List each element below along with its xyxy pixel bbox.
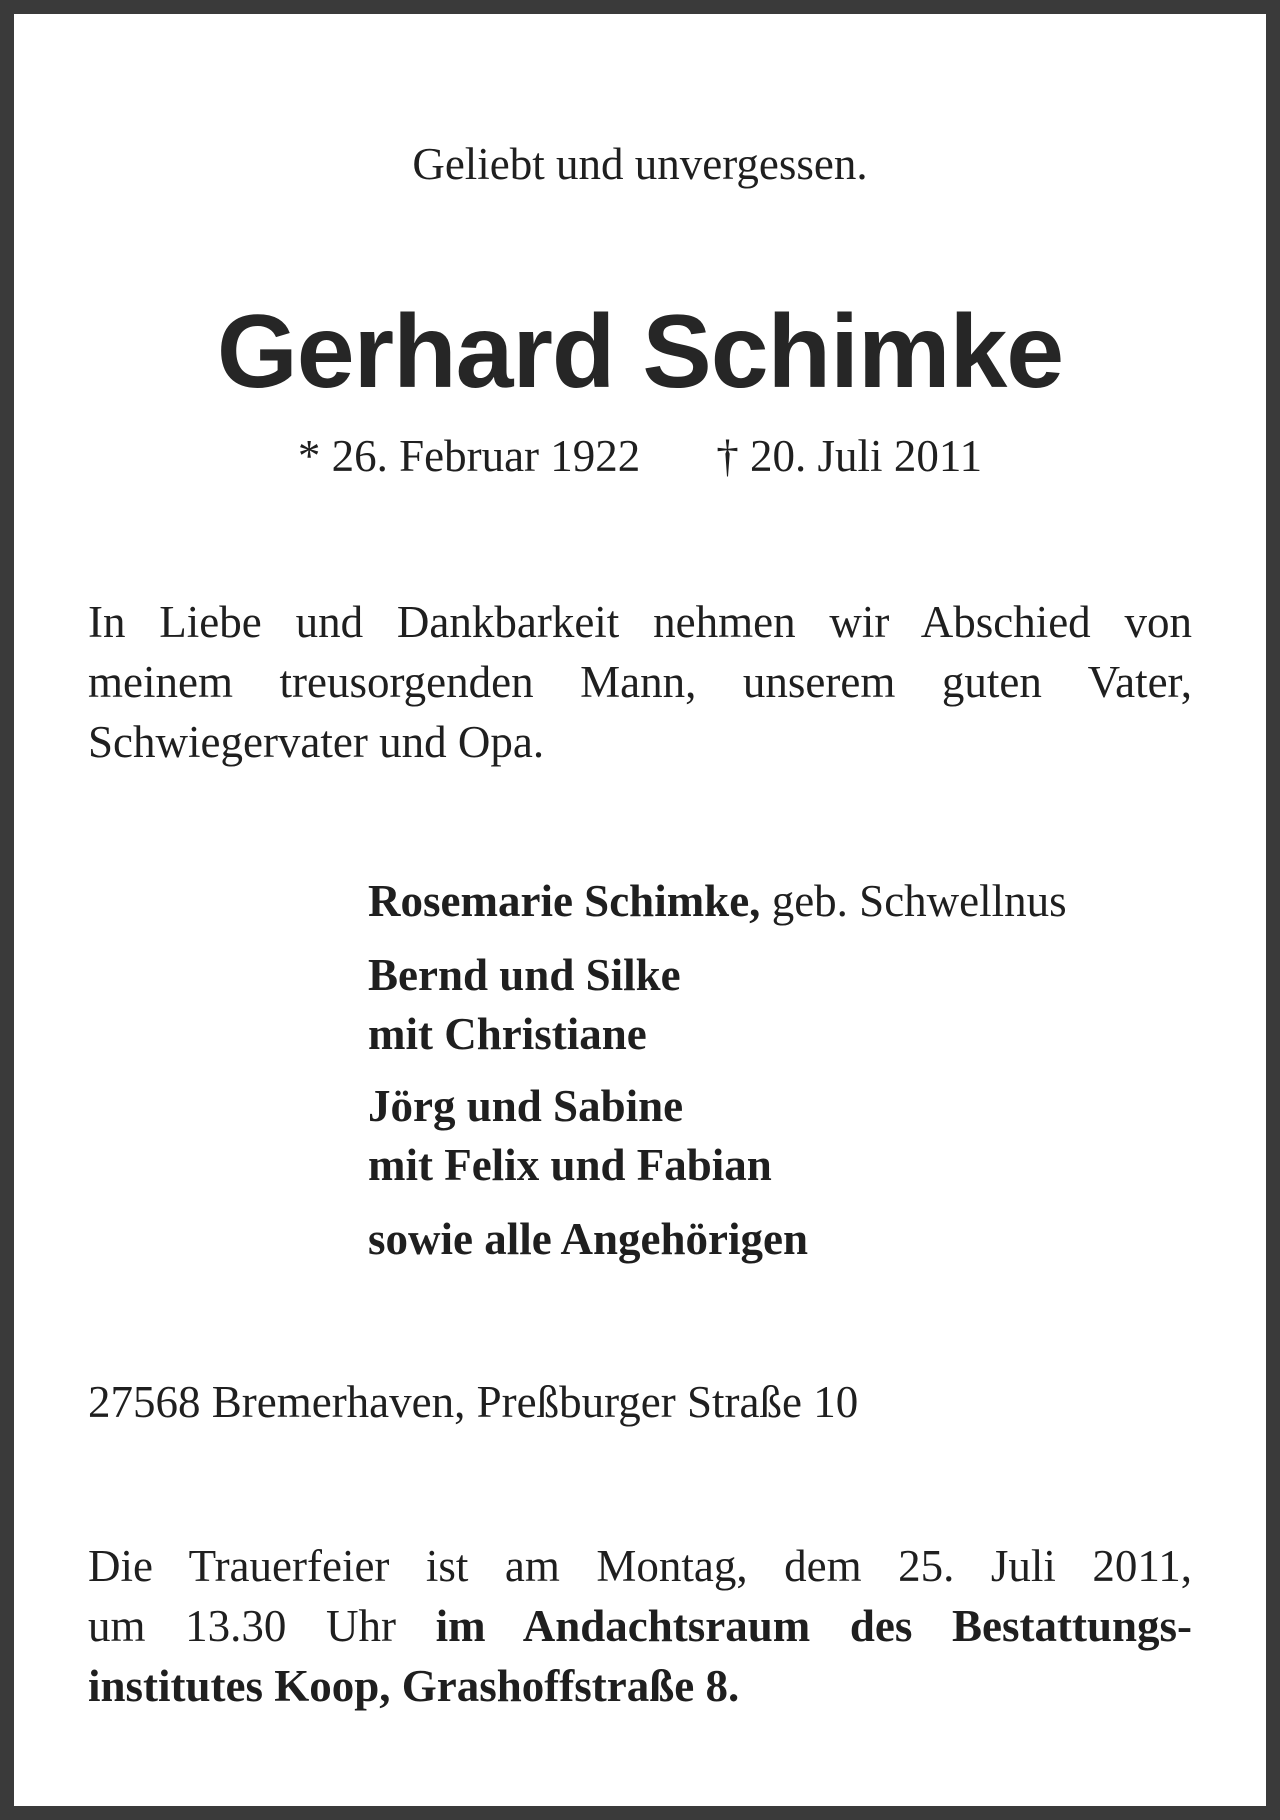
son2-children: mit Felix und Fabian bbox=[368, 1140, 772, 1190]
farewell-text bbox=[88, 592, 1192, 772]
son2-couple: Jörg und Sabine bbox=[368, 1081, 684, 1131]
motto: Geliebt und unvergessen. bbox=[412, 139, 868, 189]
death-date: † 20. Juli 2011 bbox=[716, 431, 983, 481]
funeral-service-text bbox=[88, 1536, 1192, 1716]
service-location-2: institutes Koop, Grashoffstraße 8. bbox=[88, 1661, 740, 1711]
farewell-line-1: In Liebe und Dankbarkeit nehmen wir Abschied von bbox=[88, 597, 1192, 647]
wife-maiden-name: geb. Schwellnus bbox=[771, 876, 1067, 926]
service-time: um 13.30 Uhr bbox=[88, 1601, 396, 1651]
service-line-2 bbox=[88, 1596, 1192, 1656]
address: 27568 Bremerhaven, Preßburger Straße 10 bbox=[88, 1377, 859, 1427]
family-others bbox=[368, 1210, 1192, 1269]
family-wife bbox=[368, 872, 1192, 931]
service-line-1: Die Trauerfeier ist am Montag, dem 25. Juli 2011, bbox=[88, 1541, 1192, 1591]
family-son-1 bbox=[368, 946, 1192, 1064]
wife-name: Rosemarie Schimke, bbox=[368, 876, 761, 926]
deceased-name: Gerhard Schimke bbox=[216, 294, 1064, 410]
birth-date: * 26. Februar 1922 bbox=[297, 431, 641, 481]
son1-couple: Bernd und Silke bbox=[368, 950, 681, 1000]
farewell-line-3: Schwiegervater und Opa. bbox=[88, 717, 545, 767]
other-relatives: sowie alle Angehörigen bbox=[368, 1214, 808, 1264]
service-location-1: im Andachtsraum des Bestattungs- bbox=[435, 1601, 1192, 1651]
life-dates bbox=[88, 428, 1192, 484]
obituary-content bbox=[88, 14, 1192, 1806]
son1-children: mit Christiane bbox=[368, 1009, 647, 1059]
family-son-2 bbox=[368, 1077, 1192, 1195]
farewell-line-2: meinem treusorgenden Mann, unserem guten Vater, bbox=[88, 657, 1192, 707]
